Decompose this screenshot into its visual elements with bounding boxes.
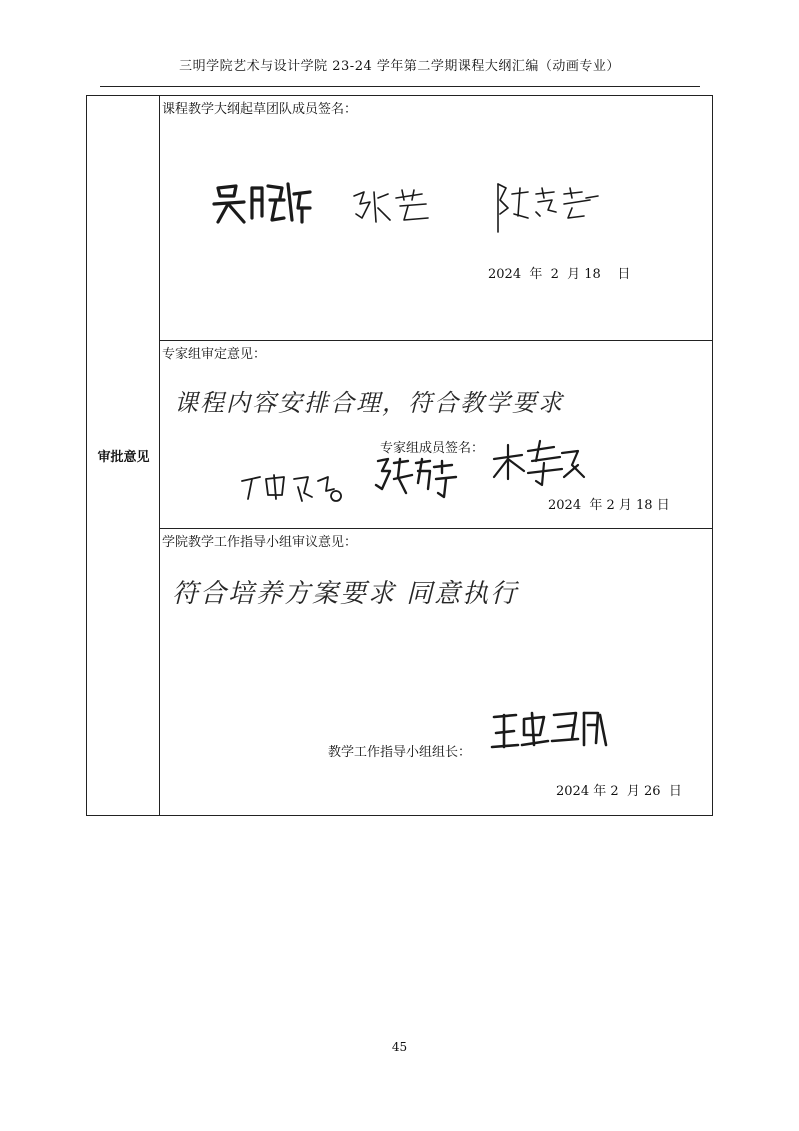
approval-label: 审批意见 [97,450,150,465]
header-rule [100,86,700,87]
drafting-signature-2 [348,184,433,228]
approval-table [86,95,713,816]
drafting-signature-1 [210,178,315,228]
expert-date: 2024 年 2 月 18 日 [548,498,670,513]
left-column [87,96,160,815]
expert-signature-1 [238,469,348,503]
college-date: 2024 年 2 月 26 日 [556,784,682,799]
page-header: 三明学院艺术与设计学院 23-24 学年第二学期课程大纲汇编（动画专业） [179,59,620,74]
expert-opinion: 课程内容安排合理，符合教学要求 [174,389,564,417]
drafting-section [160,96,712,341]
expert-section [160,341,712,529]
college-opinion: 符合培养方案要求 同意执行 [172,579,519,609]
expert-signature-2 [372,453,462,503]
college-title: 学院教学工作指导小组审议意见： [162,535,358,550]
drafting-title: 课程教学大纲起草团队成员签名： [162,102,358,117]
expert-title: 专家组审定意见： [162,347,267,362]
college-leader-signature [488,705,612,755]
expert-members-label: 专家组成员签名： [380,441,485,456]
college-leader-label: 教学工作指导小组组长： [328,745,472,760]
drafting-signature-3 [492,178,602,236]
drafting-date: 2024 年 2 月 18 日 [488,267,631,282]
page-number: 45 [391,1040,408,1054]
college-section [160,529,712,815]
expert-signature-3 [488,437,588,495]
